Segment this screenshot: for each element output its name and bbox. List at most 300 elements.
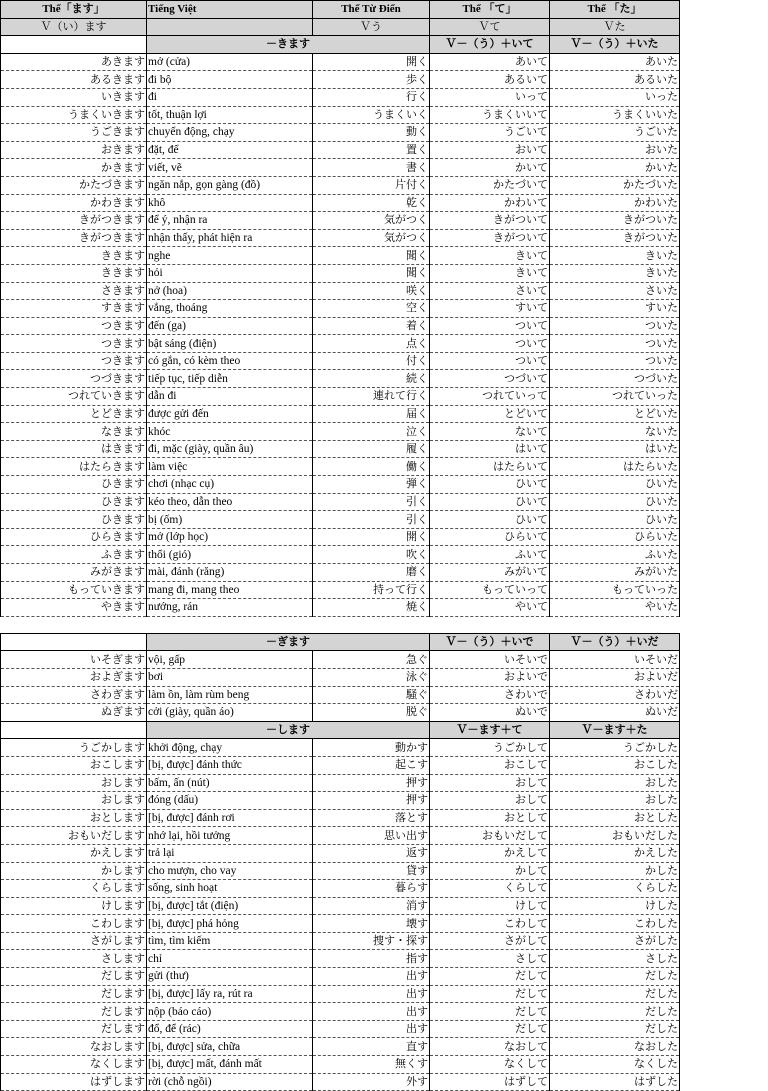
header-ta-form: Thể 「た」: [550, 1, 680, 19]
te-cell: ふいて: [430, 546, 550, 564]
dictionary-cell: 脱ぐ: [313, 704, 430, 722]
table-row: [1, 423, 680, 441]
masu-cell: ひきます: [1, 511, 147, 529]
header-vietnamese: Tiếng Việt: [147, 1, 313, 19]
ta-cell: はたらいた: [550, 458, 680, 476]
ta-cell: きがついた: [550, 229, 680, 247]
ta-cell: だした: [550, 1020, 680, 1038]
te-cell: つれていって: [430, 388, 550, 406]
ta-cell: うごかした: [550, 739, 680, 757]
te-cell: こわして: [430, 915, 550, 933]
te-cell: ないて: [430, 423, 550, 441]
ta-cell: だした: [550, 968, 680, 986]
vietnamese-cell: cho mượn, cho vay: [147, 862, 313, 880]
table-row: [1, 159, 680, 177]
dictionary-cell: 働く: [313, 458, 430, 476]
vietnamese-cell: tìm, tìm kiếm: [147, 932, 313, 950]
dictionary-cell: 乾く: [313, 194, 430, 212]
masu-cell: すきます: [1, 300, 147, 318]
masu-cell: だします: [1, 1003, 147, 1021]
table-row: [1, 176, 680, 194]
table-row: [1, 704, 680, 722]
vietnamese-cell: đi: [147, 88, 313, 106]
dictionary-cell: 点く: [313, 335, 430, 353]
vietnamese-cell: bật sáng (điện): [147, 335, 313, 353]
te-cell: きがついて: [430, 229, 550, 247]
dictionary-cell: 動く: [313, 124, 430, 142]
ta-cell: だした: [550, 985, 680, 1003]
section-header-row: [1, 633, 680, 651]
te-cell: いって: [430, 88, 550, 106]
vietnamese-cell: tốt, thuận lợi: [147, 106, 313, 124]
table-row: [1, 141, 680, 159]
masu-cell: ひきます: [1, 493, 147, 511]
masu-cell: きがつきます: [1, 229, 147, 247]
table-row: [1, 264, 680, 282]
vietnamese-cell: cởi (giày, quần áo): [147, 704, 313, 722]
masu-cell: つづきます: [1, 370, 147, 388]
vietnamese-cell: nhận thấy, phát hiện ra: [147, 229, 313, 247]
dictionary-cell: 急ぐ: [313, 651, 430, 669]
vietnamese-cell: tiếp tục, tiếp diễn: [147, 370, 313, 388]
ta-cell: かわいた: [550, 194, 680, 212]
dictionary-cell: 無くす: [313, 1056, 430, 1074]
ta-cell: けした: [550, 897, 680, 915]
dictionary-cell: 開く: [313, 53, 430, 71]
masu-cell: おこします: [1, 756, 147, 774]
header-row: [1, 1, 680, 19]
dictionary-cell: 着く: [313, 317, 430, 335]
table-row: [1, 352, 680, 370]
vietnamese-cell: khóc: [147, 423, 313, 441]
te-cell: おこして: [430, 756, 550, 774]
masu-cell: おします: [1, 792, 147, 810]
te-cell: おいて: [430, 141, 550, 159]
vietnamese-cell: [bị, được] đánh rơi: [147, 809, 313, 827]
ta-cell: つれていった: [550, 388, 680, 406]
dictionary-cell: 起こす: [313, 756, 430, 774]
table-row: [1, 581, 680, 599]
dictionary-cell: 返す: [313, 844, 430, 862]
te-cell: ついて: [430, 352, 550, 370]
subheader-vietnamese: [147, 18, 313, 36]
dictionary-cell: 気がつく: [313, 229, 430, 247]
table-row: [1, 194, 680, 212]
te-cell: ひいて: [430, 511, 550, 529]
table-row: [1, 71, 680, 89]
ta-cell: うまくいいた: [550, 106, 680, 124]
ta-cell: なおした: [550, 1038, 680, 1056]
dictionary-cell: 磨く: [313, 564, 430, 582]
masu-cell: ききます: [1, 247, 147, 265]
table-row: [1, 476, 680, 494]
table-row: [1, 388, 680, 406]
table-row: [1, 564, 680, 582]
ta-cell: かえした: [550, 844, 680, 862]
masu-cell: かえします: [1, 844, 147, 862]
table-row: [1, 317, 680, 335]
te-cell: かして: [430, 862, 550, 880]
masu-cell: はたらきます: [1, 458, 147, 476]
ta-cell: ついた: [550, 352, 680, 370]
te-cell: いそいで: [430, 651, 550, 669]
ta-cell: なくした: [550, 1056, 680, 1074]
section-spacer: [1, 616, 680, 633]
ta-cell: ふいた: [550, 546, 680, 564]
masu-cell: かわきます: [1, 194, 147, 212]
masu-cell: やきます: [1, 599, 147, 617]
ta-cell: かいた: [550, 159, 680, 177]
ta-cell: いそいだ: [550, 651, 680, 669]
table-row: [1, 599, 680, 617]
table-row: [1, 229, 680, 247]
te-cell: うまくいいて: [430, 106, 550, 124]
dictionary-cell: 壊す: [313, 915, 430, 933]
masu-cell: なくします: [1, 1056, 147, 1074]
dictionary-cell: 続く: [313, 370, 430, 388]
dictionary-cell: 履く: [313, 440, 430, 458]
ta-cell: かたづいた: [550, 176, 680, 194]
te-cell: おして: [430, 774, 550, 792]
section-ta-rule: Ｖ－（う）＋いだ: [550, 633, 680, 651]
masu-cell: くらします: [1, 880, 147, 898]
ta-cell: きがついた: [550, 212, 680, 230]
table-row: [1, 1056, 680, 1074]
dictionary-cell: 暮らす: [313, 880, 430, 898]
vietnamese-cell: đi, mặc (giày, quần âu): [147, 440, 313, 458]
dictionary-cell: 引く: [313, 511, 430, 529]
vietnamese-cell: mang đi, mang theo: [147, 581, 313, 599]
ta-cell: ないた: [550, 423, 680, 441]
te-cell: かわいて: [430, 194, 550, 212]
masu-cell: うごきます: [1, 124, 147, 142]
table-row: [1, 300, 680, 318]
vietnamese-cell: rời (chỗ ngồi): [147, 1073, 313, 1091]
dictionary-cell: 歩く: [313, 71, 430, 89]
vietnamese-cell: đến (ga): [147, 317, 313, 335]
masu-cell: おきます: [1, 141, 147, 159]
vietnamese-cell: bơi: [147, 668, 313, 686]
te-cell: ひいて: [430, 476, 550, 494]
table-row: [1, 511, 680, 529]
table-row: [1, 405, 680, 423]
vietnamese-cell: chơi (nhạc cụ): [147, 476, 313, 494]
te-cell: かえして: [430, 844, 550, 862]
dictionary-cell: 連れて行く: [313, 388, 430, 406]
table-row: [1, 950, 680, 968]
table-row: [1, 756, 680, 774]
section-ta-rule: Ｖ－ます＋た: [550, 721, 680, 739]
dictionary-cell: 落とす: [313, 809, 430, 827]
dictionary-cell: 動かす: [313, 739, 430, 757]
masu-cell: さきます: [1, 282, 147, 300]
vietnamese-cell: [bị, được] mất, đánh mất: [147, 1056, 313, 1074]
header-te-form: Thể 「て」: [430, 1, 550, 19]
vietnamese-cell: [bị, được] tắt (điện): [147, 897, 313, 915]
vietnamese-cell: để ý, nhận ra: [147, 212, 313, 230]
te-cell: なくして: [430, 1056, 550, 1074]
vietnamese-cell: nhớ lại, hồi tưởng: [147, 827, 313, 845]
te-cell: おとして: [430, 809, 550, 827]
te-cell: さして: [430, 950, 550, 968]
vietnamese-cell: [bị, được] phá hỏng: [147, 915, 313, 933]
table-row: [1, 897, 680, 915]
ta-cell: ひいた: [550, 511, 680, 529]
section-te-rule: Ｖ－ます＋て: [430, 721, 550, 739]
table-row: [1, 809, 680, 827]
table-row: [1, 282, 680, 300]
ta-cell: ぬいだ: [550, 704, 680, 722]
table-row: [1, 528, 680, 546]
te-cell: もっていって: [430, 581, 550, 599]
masu-cell: かします: [1, 862, 147, 880]
section-title: －きます: [147, 36, 430, 54]
masu-cell: だします: [1, 1020, 147, 1038]
section-title: －します: [147, 721, 430, 739]
masu-cell: ひらきます: [1, 528, 147, 546]
dictionary-cell: 空く: [313, 300, 430, 318]
vietnamese-cell: [bị, được] đánh thức: [147, 756, 313, 774]
dictionary-cell: 書く: [313, 159, 430, 177]
te-cell: だして: [430, 1003, 550, 1021]
vietnamese-cell: mở (lớp học): [147, 528, 313, 546]
vietnamese-cell: nướng, rán: [147, 599, 313, 617]
masu-cell: さします: [1, 950, 147, 968]
masu-cell: さわぎます: [1, 686, 147, 704]
subheader-masu: Ｖ（い）ます: [1, 18, 147, 36]
table-row: [1, 985, 680, 1003]
dictionary-cell: 開く: [313, 528, 430, 546]
subheader-ta: Ｖた: [550, 18, 680, 36]
te-cell: つづいて: [430, 370, 550, 388]
ta-cell: さした: [550, 950, 680, 968]
dictionary-cell: 持って行く: [313, 581, 430, 599]
section-header-row: [1, 721, 680, 739]
section-ta-rule: Ｖ－（う）＋いた: [550, 36, 680, 54]
vietnamese-cell: đặt, để: [147, 141, 313, 159]
masu-cell: きがつきます: [1, 212, 147, 230]
table-row: [1, 88, 680, 106]
te-cell: すいて: [430, 300, 550, 318]
masu-cell: みがきます: [1, 564, 147, 582]
dictionary-cell: 届く: [313, 405, 430, 423]
te-cell: うごいて: [430, 124, 550, 142]
table-row: [1, 335, 680, 353]
vietnamese-cell: được gửi đến: [147, 405, 313, 423]
masu-cell: おもいだします: [1, 827, 147, 845]
dictionary-cell: 置く: [313, 141, 430, 159]
vietnamese-cell: mài, đánh (răng): [147, 564, 313, 582]
ta-cell: さいた: [550, 282, 680, 300]
vietnamese-cell: mở (cửa): [147, 53, 313, 71]
vietnamese-cell: đóng (dấu): [147, 792, 313, 810]
ta-cell: ついた: [550, 335, 680, 353]
te-cell: はずして: [430, 1073, 550, 1091]
te-cell: かたづいて: [430, 176, 550, 194]
ta-cell: あいた: [550, 53, 680, 71]
ta-cell: もっていった: [550, 581, 680, 599]
dictionary-cell: 外す: [313, 1073, 430, 1091]
section-blank-cell: [1, 633, 147, 651]
masu-cell: こわします: [1, 915, 147, 933]
ta-cell: とどいた: [550, 405, 680, 423]
table-row: [1, 792, 680, 810]
vietnamese-cell: chuyển động, chạy: [147, 124, 313, 142]
table-row: [1, 668, 680, 686]
ta-cell: ひらいた: [550, 528, 680, 546]
table-row: [1, 932, 680, 950]
te-cell: はいて: [430, 440, 550, 458]
masu-cell: うごかします: [1, 739, 147, 757]
table-row: [1, 493, 680, 511]
ta-cell: くらした: [550, 880, 680, 898]
section-blank-cell: [1, 36, 147, 54]
te-cell: だして: [430, 968, 550, 986]
masu-cell: かきます: [1, 159, 147, 177]
ta-cell: ひいた: [550, 493, 680, 511]
ta-cell: おとした: [550, 809, 680, 827]
te-cell: おして: [430, 792, 550, 810]
te-cell: おもいだして: [430, 827, 550, 845]
vietnamese-cell: khởi động, chạy: [147, 739, 313, 757]
dictionary-cell: 出す: [313, 968, 430, 986]
te-cell: あいて: [430, 53, 550, 71]
te-cell: かいて: [430, 159, 550, 177]
table-row: [1, 212, 680, 230]
vietnamese-cell: ngăn nắp, gọn gàng (đồ): [147, 176, 313, 194]
ta-cell: およいだ: [550, 668, 680, 686]
table-row: [1, 686, 680, 704]
dictionary-cell: 行く: [313, 88, 430, 106]
dictionary-cell: 泣く: [313, 423, 430, 441]
dictionary-cell: 出す: [313, 985, 430, 1003]
ta-cell: やいた: [550, 599, 680, 617]
masu-cell: けします: [1, 897, 147, 915]
masu-cell: つきます: [1, 317, 147, 335]
section-title: －ぎます: [147, 633, 430, 651]
ta-cell: きいた: [550, 247, 680, 265]
vietnamese-cell: [bị, được] sửa, chữa: [147, 1038, 313, 1056]
vietnamese-cell: nở (hoa): [147, 282, 313, 300]
section-te-rule: Ｖ－（う）＋いで: [430, 633, 550, 651]
masu-cell: だします: [1, 985, 147, 1003]
vietnamese-cell: thổi (gió): [147, 546, 313, 564]
te-cell: きがついて: [430, 212, 550, 230]
masu-cell: つきます: [1, 335, 147, 353]
te-cell: くらして: [430, 880, 550, 898]
te-cell: ひらいて: [430, 528, 550, 546]
vietnamese-cell: [bị, được] lấy ra, rút ra: [147, 985, 313, 1003]
masu-cell: はずします: [1, 1073, 147, 1091]
masu-cell: ふきます: [1, 546, 147, 564]
te-cell: とどいて: [430, 405, 550, 423]
table-row: [1, 1003, 680, 1021]
te-cell: さがして: [430, 932, 550, 950]
masu-cell: かたづきます: [1, 176, 147, 194]
vietnamese-cell: hỏi: [147, 264, 313, 282]
ta-cell: ひいた: [550, 476, 680, 494]
ta-cell: こわした: [550, 915, 680, 933]
dictionary-cell: 出す: [313, 1020, 430, 1038]
dictionary-cell: 吹く: [313, 546, 430, 564]
table-row: [1, 880, 680, 898]
dictionary-cell: 聞く: [313, 264, 430, 282]
te-cell: きいて: [430, 247, 550, 265]
subheader-dictionary: Ｖう: [313, 18, 430, 36]
ta-cell: かした: [550, 862, 680, 880]
dictionary-cell: 思い出す: [313, 827, 430, 845]
vietnamese-cell: đi bộ: [147, 71, 313, 89]
dictionary-cell: 指す: [313, 950, 430, 968]
table-row: [1, 370, 680, 388]
dictionary-cell: 騒ぐ: [313, 686, 430, 704]
subheader-te: Ｖて: [430, 18, 550, 36]
dictionary-cell: 泳ぐ: [313, 668, 430, 686]
ta-cell: おもいだした: [550, 827, 680, 845]
te-cell: はたらいて: [430, 458, 550, 476]
te-cell: ついて: [430, 317, 550, 335]
table-row: [1, 1073, 680, 1091]
table-row: [1, 247, 680, 265]
ta-cell: だした: [550, 1003, 680, 1021]
masu-cell: つれていきます: [1, 388, 147, 406]
header-masu-form: Thể「ます」: [1, 1, 147, 19]
ta-cell: あるいた: [550, 71, 680, 89]
vietnamese-cell: sống, sinh hoạt: [147, 880, 313, 898]
te-cell: だして: [430, 985, 550, 1003]
masu-cell: もっていきます: [1, 581, 147, 599]
vietnamese-cell: nộp (báo cáo): [147, 1003, 313, 1021]
header-dictionary-form: Thể Từ Điển: [313, 1, 430, 19]
masu-cell: うまくいきます: [1, 106, 147, 124]
table-row: [1, 651, 680, 669]
te-cell: やいて: [430, 599, 550, 617]
te-cell: なおして: [430, 1038, 550, 1056]
table-row: [1, 458, 680, 476]
table-row: [1, 124, 680, 142]
masu-cell: おとします: [1, 809, 147, 827]
table-row: [1, 546, 680, 564]
ta-cell: はずした: [550, 1073, 680, 1091]
dictionary-cell: 気がつく: [313, 212, 430, 230]
te-cell: けして: [430, 897, 550, 915]
table-row: [1, 915, 680, 933]
vietnamese-cell: làm ồn, làm rùm beng: [147, 686, 313, 704]
vietnamese-cell: viết, vẽ: [147, 159, 313, 177]
table-row: [1, 440, 680, 458]
ta-cell: はいた: [550, 440, 680, 458]
section-te-rule: Ｖ－（う）＋いて: [430, 36, 550, 54]
te-cell: ひいて: [430, 493, 550, 511]
masu-cell: ぬぎます: [1, 704, 147, 722]
dictionary-cell: 捜す・探す: [313, 932, 430, 950]
vietnamese-cell: đổ, để (rác): [147, 1020, 313, 1038]
ta-cell: ついた: [550, 317, 680, 335]
table-row: [1, 106, 680, 124]
section-header-row: [1, 36, 680, 54]
table-row: [1, 1020, 680, 1038]
table-row: [1, 968, 680, 986]
ta-cell: おした: [550, 774, 680, 792]
vietnamese-cell: gửi (thư): [147, 968, 313, 986]
masu-cell: ききます: [1, 264, 147, 282]
dictionary-cell: 焼く: [313, 599, 430, 617]
vietnamese-cell: vội, gấp: [147, 651, 313, 669]
vietnamese-cell: làm việc: [147, 458, 313, 476]
dictionary-cell: 押す: [313, 792, 430, 810]
table-row: [1, 862, 680, 880]
vietnamese-cell: trả lại: [147, 844, 313, 862]
